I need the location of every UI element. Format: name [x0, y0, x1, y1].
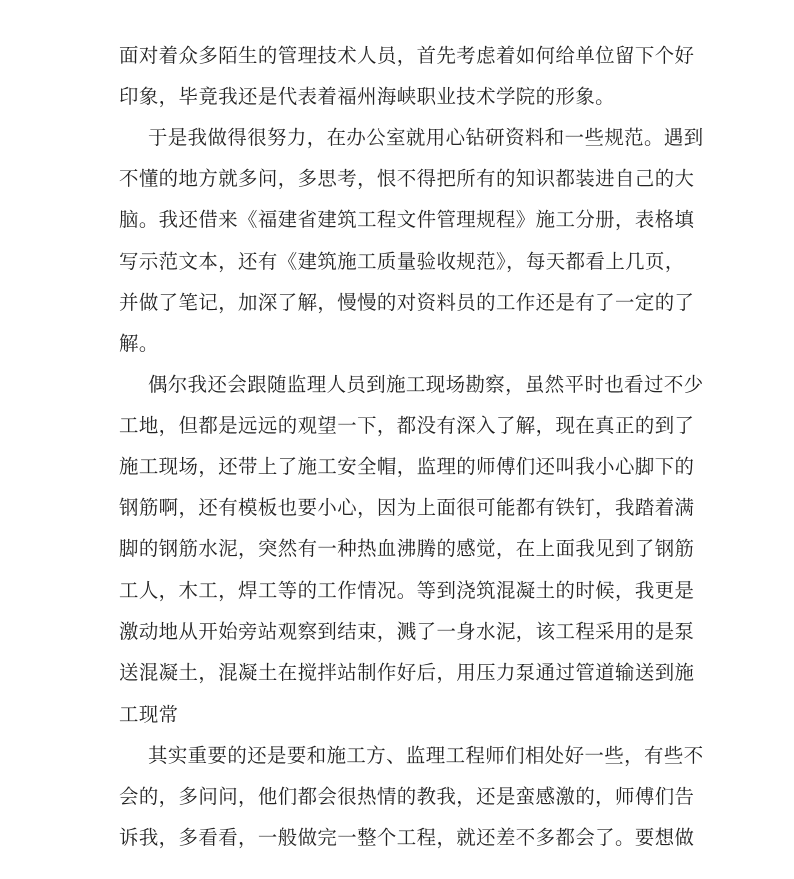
text-line-5: 脑。我还借来《福建省建筑工程文件管理规程》施工分册，表格填	[119, 208, 695, 231]
text-line-8: 解。	[119, 332, 159, 355]
text-line-16: 送混凝土，混凝土在搅拌站制作好后，用压力泵通过管道输送到施	[119, 661, 695, 684]
text-line-17: 工现常	[119, 703, 179, 726]
text-line-2: 印象，毕竟我还是代表着福州海峡职业技术学院的形象。	[119, 85, 616, 108]
text-line-10: 工地，但都是远远的观望一下，都没有深入了解，现在真正的到了	[119, 414, 695, 437]
text-line-20: 诉我，多看看，一般做完一整个工程，就还差不多都会了。要想做	[119, 826, 695, 849]
text-line-7: 并做了笔记，加深了解，慢慢的对资料员的工作还是有了一定的了	[119, 291, 695, 314]
text-line-6: 写示范文本，还有《建筑施工质量验收规范》，每天都看上几页，	[119, 250, 685, 273]
text-line-3: 于是我做得很努力，在办公室就用心钻研资料和一些规范。遇到	[148, 126, 704, 149]
text-line-4: 不懂的地方就多问，多思考，恨不得把所有的知识都装进自己的大	[119, 167, 695, 190]
text-line-15: 激动地从开始旁站观察到结束，溅了一身水泥，该工程采用的是泵	[119, 620, 695, 643]
text-line-11: 施工现场，还带上了施工安全帽，监理的师傅们还叫我小心脚下的	[119, 455, 695, 478]
text-line-18: 其实重要的还是要和施工方、监理工程师们相处好一些，有些不	[148, 744, 704, 767]
text-line-1: 面对着众多陌生的管理技术人员，首先考虑着如何给单位留下个好	[119, 44, 695, 67]
text-line-14: 工人，木工，焊工等的工作情况。等到浇筑混凝土的时候，我更是	[119, 579, 695, 602]
text-line-19: 会的，多问问，他们都会很热情的教我，还是蛮感激的，师傅们告	[119, 785, 695, 808]
text-line-9: 偶尔我还会跟随监理人员到施工现场勘察，虽然平时也看过不少	[148, 373, 704, 396]
text-line-13: 脚的钢筋水泥，突然有一种热血沸腾的感觉，在上面我见到了钢筋	[119, 537, 695, 560]
text-line-12: 钢筋啊，还有模板也要小心，因为上面很可能都有铁钉，我踏着满	[119, 496, 695, 519]
